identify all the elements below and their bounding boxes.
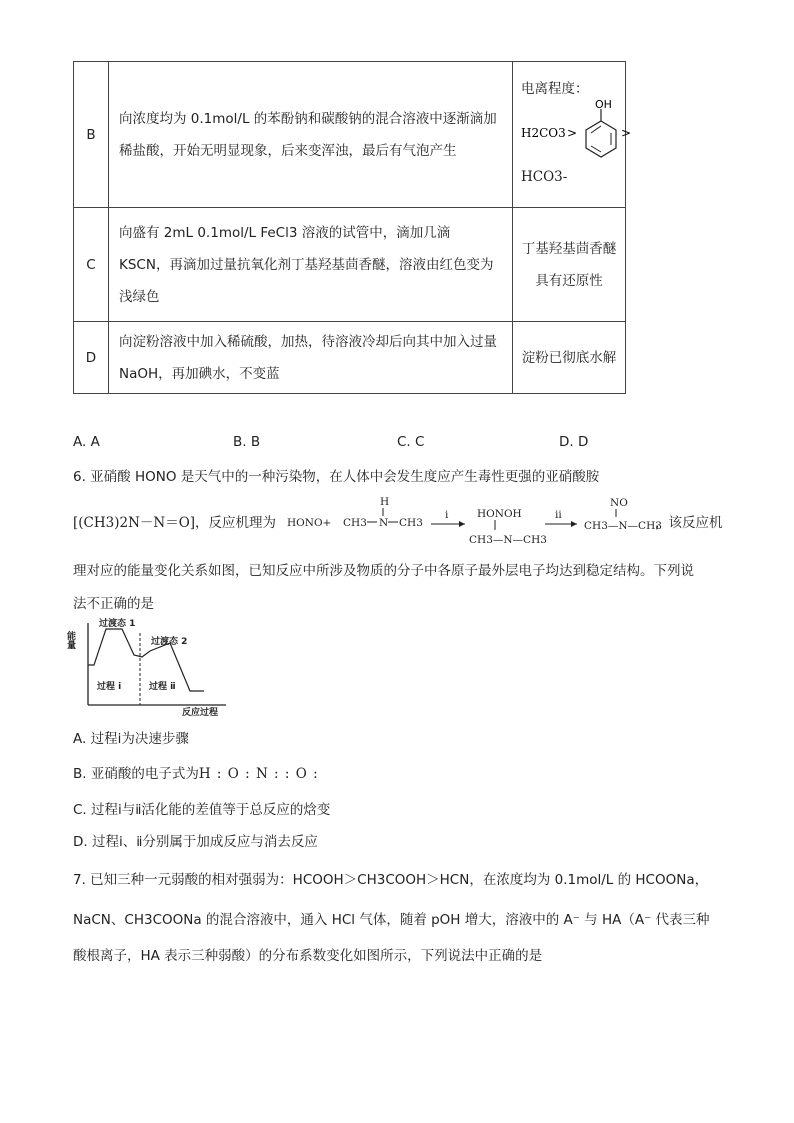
row-text: 向淀粉溶液中加入稀硫酸，加热，待溶液冷却后向其中加入过量 NaOH，再加碘水，不变蓝 <box>109 322 513 394</box>
q6-option-a: A. 过程ⅰ为决速步骤 <box>73 731 189 747</box>
mech-h: H <box>380 496 390 508</box>
q7-line2: NaCN、CH3COONa 的混合溶液中，通入 HCl 气体，随着 pOH 增大，溶液中的 A⁻ 与 HA（A⁻ 代表三种 <box>73 912 710 928</box>
row-text: 向盛有 2mL 0.1mol/L FeCl3 溶液的试管中，滴加几滴 KSCN，再滴加过量抗氧化剂丁基羟基茴香醚，溶液由红色变为浅绿色 <box>109 208 513 322</box>
q6-line1: 6. 亚硝酸 HONO 是天气中的一种污染物，在人体中会发生度应产生毒性更强的亚硝酸胺 <box>73 469 600 485</box>
q6-line2 <box>73 511 276 531</box>
svg-text:>: > <box>567 125 578 140</box>
mech-prod-top: NO <box>610 497 628 509</box>
table-row <box>74 62 626 208</box>
hco3-label: HCO3- <box>521 168 568 185</box>
mech-prod-bottom: CH3—N—CH3 <box>584 520 662 532</box>
q6-after: ，该反应机 <box>655 515 723 531</box>
q5-option-d: D. D <box>559 434 589 450</box>
q6-option-d: D. 过程ⅰ、ⅱ分别属于加成反应与消去反应 <box>73 834 318 850</box>
oh-label: OH <box>595 97 612 111</box>
options-table <box>73 61 632 394</box>
phenol-structure <box>521 99 639 161</box>
lewis-structure: H : O : N : : O : <box>198 766 319 782</box>
reaction-mechanism <box>287 493 662 549</box>
mech-ch3-b: CH3 <box>399 517 423 529</box>
q6-mid: ，反应机理为 <box>195 515 277 531</box>
row-conclusion <box>513 62 632 208</box>
process2-label: 过程 ⅱ <box>149 682 176 692</box>
mech-inter-bottom: CH3—N—CH3 <box>469 534 547 546</box>
h2co3-label: H2CO3 <box>521 125 566 140</box>
table-row <box>74 322 626 394</box>
table-row <box>74 208 626 322</box>
energy-xlabel: 反应过程 <box>182 708 219 718</box>
q6-formula: [(CH3)2N－N＝O] <box>73 515 196 531</box>
row-conclusion: 丁基羟基茴香醚具有还原性 <box>513 208 626 322</box>
q5-option-a: A. A <box>73 434 100 450</box>
conclusion-title: 电离程度： <box>521 80 589 97</box>
q7-line1: 7. 已知三种一元弱酸的相对强弱为：HCOOH＞CH3COOH＞HCN，在浓度均为 0.1mol/L 的 HCOONa， <box>73 872 709 888</box>
q6-option-c: C. 过程ⅰ与ⅱ活化能的差值等于总反应的焓变 <box>73 802 331 818</box>
mech-hono: HONO+ <box>287 517 332 529</box>
row-label: B <box>74 62 109 208</box>
q6-line4: 法不正确的是 <box>73 596 154 612</box>
q7-line3: 酸根离子，HA 表示三种弱酸）的分布系数变化如图所示，下列说法中正确的是 <box>73 948 543 964</box>
row-label: D <box>74 322 109 394</box>
ts1-label: 过渡态 1 <box>99 619 136 629</box>
svg-text:>: > <box>621 125 632 140</box>
mech-ch3-a: CH3 <box>343 517 367 529</box>
row-text: 向浓度均为 0.1mol/L 的苯酚钠和碳酸钠的混合溶液中逐渐滴加稀盐酸，开始无明显现象，后来变浑浊，最后有气泡产生 <box>109 62 513 208</box>
row-label: C <box>74 208 109 322</box>
q5-option-c: C. C <box>397 434 425 450</box>
energy-diagram <box>65 617 230 719</box>
mech-n: N <box>379 517 389 529</box>
q6-line3: 理对应的能量变化关系如图，已知反应中所涉及物质的分子中各原子最外层电子均达到稳定结构。下列说 <box>73 563 694 579</box>
energy-ylabel: 能量 <box>65 631 75 649</box>
ts2-label: 过渡态 2 <box>151 637 188 647</box>
step-ii: ii <box>555 509 562 521</box>
mech-inter-top: HONOH <box>477 508 522 520</box>
step-i: i <box>445 509 449 521</box>
row-conclusion: 淀粉已彻底水解 <box>513 322 626 394</box>
process1-label: 过程 ⅰ <box>97 682 122 692</box>
q5-option-b: B. B <box>233 434 261 450</box>
q6-option-b: B. 亚硝酸的电子式为H : O : N : : O : <box>73 766 319 782</box>
